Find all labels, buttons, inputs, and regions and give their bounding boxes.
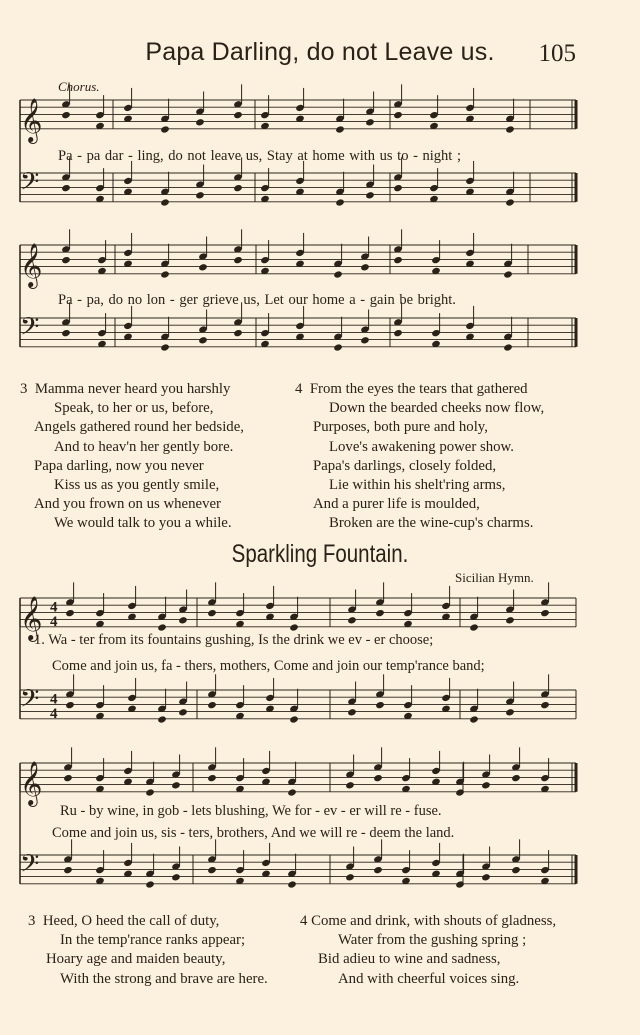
verse-line: Papa darling, now you never (34, 457, 204, 474)
note-head (160, 198, 170, 206)
note-head (195, 191, 205, 199)
note-head (198, 336, 208, 344)
note-head (233, 329, 243, 337)
note-head (360, 263, 370, 271)
note-head (360, 336, 370, 344)
verse-line: And you frown on us whenever (34, 496, 221, 513)
hymn2-lyric-line-4: Come and join us, sis - ters, brothers, And we will re - deem the land. (52, 825, 455, 841)
hymn2-verse-3 (28, 912, 268, 989)
note-head (393, 329, 403, 337)
chorus-label: Chorus. (58, 79, 100, 94)
note-head (540, 701, 550, 709)
verse-line: And to heav'n her gently bore. (54, 438, 234, 455)
verse-line: In the temp'rance ranks appear; (60, 932, 246, 949)
verse-line: Angels gathered round her bedside, (34, 419, 244, 436)
note-head (511, 774, 521, 782)
hymn-title-papa-darling: Papa Darling, do not Leave us. (145, 38, 495, 66)
verse-line: Heed, O heed the call of duty, (42, 913, 220, 929)
bass-clef: 𝄢 (20, 684, 40, 720)
note-head (333, 343, 343, 351)
verse-line: From the eyes the tears that gathered (309, 381, 528, 397)
note-head (63, 866, 73, 874)
note-head (195, 118, 205, 126)
page-number: 105 (538, 40, 576, 67)
note-head (289, 715, 299, 723)
verse-line: Broken are the wine-cup's charms. (329, 515, 534, 532)
treble-clef: 𝄞 (20, 97, 43, 142)
verse-line: Kiss us as you gently smile, (54, 476, 220, 493)
note-head (178, 616, 188, 624)
verse-line: With the strong and brave are here. (60, 970, 268, 987)
note-head (171, 873, 181, 881)
time-signature: 4 (50, 705, 58, 722)
note-head (393, 256, 403, 264)
note-head (157, 715, 167, 723)
verse-number: 3 (28, 913, 36, 929)
verse-number: 4 (300, 913, 308, 929)
bass-clef: 𝄢 (20, 849, 40, 885)
note-head (233, 111, 243, 119)
time-signature: 4 (50, 691, 58, 708)
verse-line: Papa's darlings, closely folded, (313, 457, 497, 474)
note-head (145, 788, 155, 796)
note-head (333, 270, 343, 278)
note-head (287, 788, 297, 796)
note-head (61, 111, 71, 119)
bass-clef: 𝄢 (20, 312, 40, 348)
note-head (373, 866, 383, 874)
note-head (481, 873, 491, 881)
verse-line: Hoary age and maiden beauty, (46, 951, 226, 968)
note-head (347, 616, 357, 624)
verse-number: 3 (20, 381, 28, 397)
tune-attribution: Sicilian Hymn. (455, 570, 534, 585)
note-head (505, 125, 515, 133)
note-head (233, 256, 243, 264)
verse-line: Bid adieu to wine and sadness, (318, 951, 501, 968)
note-head (157, 623, 167, 631)
note-head (65, 609, 75, 617)
note-head (505, 708, 515, 716)
hymn1-verse-3 (20, 380, 244, 534)
note-head (540, 609, 550, 617)
hymn1-lyric-line-2: Pa - pa, do no lon - ger grieve us, Let our home a - gain be bright. (58, 292, 456, 308)
hymn2-lyric-line-2: Come and join us, fa - thers, mothers, Come and join our temp'rance band; (52, 658, 485, 674)
note-head (289, 623, 299, 631)
note-head (61, 329, 71, 337)
note-head (503, 343, 513, 351)
verse-line: Love's awakening power show. (329, 438, 514, 455)
verse-line: And a purer life is moulded, (313, 496, 480, 513)
note-head (511, 866, 521, 874)
note-head (160, 270, 170, 278)
note-head (375, 701, 385, 709)
verse-line: Water from the gushing spring ; (338, 932, 527, 949)
note-head (393, 111, 403, 119)
time-signature: 4 (50, 613, 58, 630)
note-head (335, 125, 345, 133)
note-head (345, 781, 355, 789)
note-head (375, 609, 385, 617)
time-signature: 4 (50, 599, 58, 616)
note-head (345, 873, 355, 881)
hymn2-lyric-line-1: 1. Wa - ter from its fountains gushing, Is the drink we ev - er choose; (34, 632, 434, 648)
verse-number: 4 (295, 381, 303, 397)
verse-line: And with cheerful voices sing. (338, 970, 520, 987)
verse-line: Purposes, both pure and holy, (313, 419, 488, 436)
verse-line: Come and drink, with shouts of gladness, (311, 913, 557, 929)
note-head (207, 701, 217, 709)
verse-line: Mamma never heard you harshly (34, 381, 231, 397)
verse-line: Lie within his shelt'ring arms, (329, 476, 506, 493)
note-head (178, 708, 188, 716)
hymn-title-sparkling-fountain: Sparkling Fountain. (231, 540, 409, 568)
note-head (65, 701, 75, 709)
note-head (207, 866, 217, 874)
treble-clef: 𝄞 (20, 595, 43, 640)
hymn1-verse-4 (295, 380, 544, 534)
hymn2-verse-4 (300, 912, 556, 989)
note-head (160, 343, 170, 351)
note-head (505, 198, 515, 206)
note-head (61, 256, 71, 264)
bass-clef: 𝄢 (20, 167, 40, 203)
note-head (145, 880, 155, 888)
hymn1-lyric-line-1: Pa - pa dar - ling, do not leave us, Stay at home with us to - night ; (58, 148, 461, 164)
note-head (287, 880, 297, 888)
note-head (365, 191, 375, 199)
note-head (481, 781, 491, 789)
treble-clef: 𝄞 (20, 760, 43, 805)
note-head (61, 184, 71, 192)
note-head (505, 616, 515, 624)
note-head (503, 270, 513, 278)
note-head (393, 184, 403, 192)
note-head (469, 623, 479, 631)
note-head (365, 118, 375, 126)
note-head (373, 774, 383, 782)
note-head (160, 125, 170, 133)
verse-line: Down the bearded cheeks now flow, (329, 400, 545, 417)
verse-line: Speak, to her or us, before, (54, 400, 214, 417)
hymn2-lyric-line-3: Ru - by wine, in gob - lets blushing, We for - ev - er will re - fuse. (60, 803, 442, 819)
note-head (198, 263, 208, 271)
note-head (469, 715, 479, 723)
note-head (63, 774, 73, 782)
note-head (207, 609, 217, 617)
note-head (171, 781, 181, 789)
verse-line: We would talk to you a while. (54, 515, 232, 532)
note-head (207, 774, 217, 782)
note-head (335, 198, 345, 206)
note-head (233, 184, 243, 192)
note-head (347, 708, 357, 716)
treble-clef: 𝄞 (20, 242, 43, 287)
